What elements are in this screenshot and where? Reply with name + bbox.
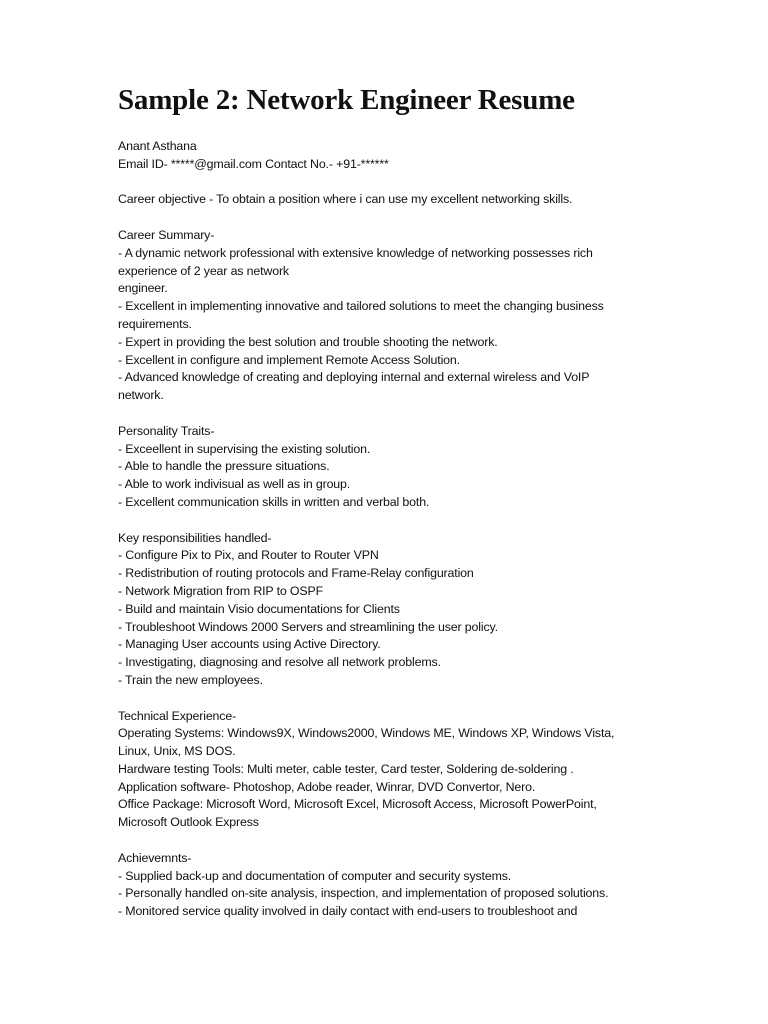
achievement: - Personally handled on-site analysis, inspection, and implementation of proposed solutions. [118, 886, 609, 901]
spacer [118, 405, 678, 423]
career-summary-line: - A dynamic network professional with extensive knowledge of networking possesses rich [118, 245, 593, 260]
responsibility: - Train the new employees. [118, 672, 263, 687]
career-summary-line: requirements. [118, 316, 192, 331]
personality-trait: - Able to handle the pressure situations. [118, 459, 330, 474]
career-summary-line: experience of 2 year as network [118, 263, 289, 278]
career-summary-line: - Excellent in implementing innovative and tailored solutions to meet the changing business [118, 299, 604, 314]
contact-info: Email ID- *****@gmail.com Contact No.- +91-****** [118, 156, 389, 171]
career-summary-line: network. [118, 388, 164, 403]
career-summary-line: - Advanced knowledge of creating and deploying internal and external wireless and VoIP [118, 370, 590, 385]
technical-experience-line: Application software- Photoshop, Adobe reader, Winrar, DVD Convertor, Nero. [118, 779, 536, 794]
achievements-heading: Achievemnts- [118, 850, 192, 865]
resume-body [118, 138, 678, 921]
responsibilities-heading: Key responsibilities handled- [118, 530, 272, 545]
career-summary-line: - Expert in providing the best solution and trouble shooting the network. [118, 334, 498, 349]
spacer [118, 690, 678, 708]
responsibility: - Build and maintain Visio documentations for Clients [118, 601, 400, 616]
career-summary-line: engineer. [118, 281, 168, 296]
achievement: - Supplied back-up and documentation of computer and security systems. [118, 868, 512, 883]
technical-experience-heading: Technical Experience- [118, 708, 237, 723]
technical-experience-line: Linux, Unix, MS DOS. [118, 744, 236, 759]
candidate-name: Anant Asthana [118, 139, 197, 153]
technical-experience-line: Microsoft Outlook Express [118, 815, 259, 830]
responsibility: - Configure Pix to Pix, and Router to Router VPN [118, 548, 379, 563]
technical-experience-line: Hardware testing Tools: Multi meter, cable tester, Card tester, Soldering de-soldering . [118, 761, 574, 776]
spacer [118, 832, 678, 850]
responsibility: - Investigating, diagnosing and resolve all network problems. [118, 655, 441, 670]
career-summary-heading: Career Summary- [118, 227, 215, 242]
spacer [118, 512, 678, 530]
career-summary-line: - Excellent in configure and implement Remote Access Solution. [118, 352, 460, 367]
career-objective: Career objective - To obtain a position where i can use my excellent networking skills. [118, 192, 573, 207]
responsibility: - Troubleshoot Windows 2000 Servers and streamlining the user policy. [118, 619, 498, 634]
spacer [118, 174, 678, 192]
responsibility: - Managing User accounts using Active Directory. [118, 637, 381, 652]
personality-traits-heading: Personality Traits- [118, 423, 215, 438]
responsibility: - Redistribution of routing protocols and Frame-Relay configuration [118, 566, 474, 581]
personality-trait: - Able to work indivisual as well as in group. [118, 477, 351, 492]
technical-experience-line: Office Package: Microsoft Word, Microsoft Excel, Microsoft Access, Microsoft PowerPoint, [118, 797, 597, 812]
achievement: - Monitored service quality involved in daily contact with end-users to troubleshoot and [118, 904, 578, 919]
technical-experience-line: Operating Systems: Windows9X, Windows2000, Windows ME, Windows XP, Windows Vista, [118, 726, 615, 741]
page-title: Sample 2: Network Engineer Resume [118, 84, 575, 116]
spacer [118, 209, 678, 227]
responsibility: - Network Migration from RIP to OSPF [118, 583, 324, 598]
personality-trait: - Exceellent in supervising the existing solution. [118, 441, 371, 456]
personality-trait: - Excellent communication skills in written and verbal both. [118, 494, 430, 509]
